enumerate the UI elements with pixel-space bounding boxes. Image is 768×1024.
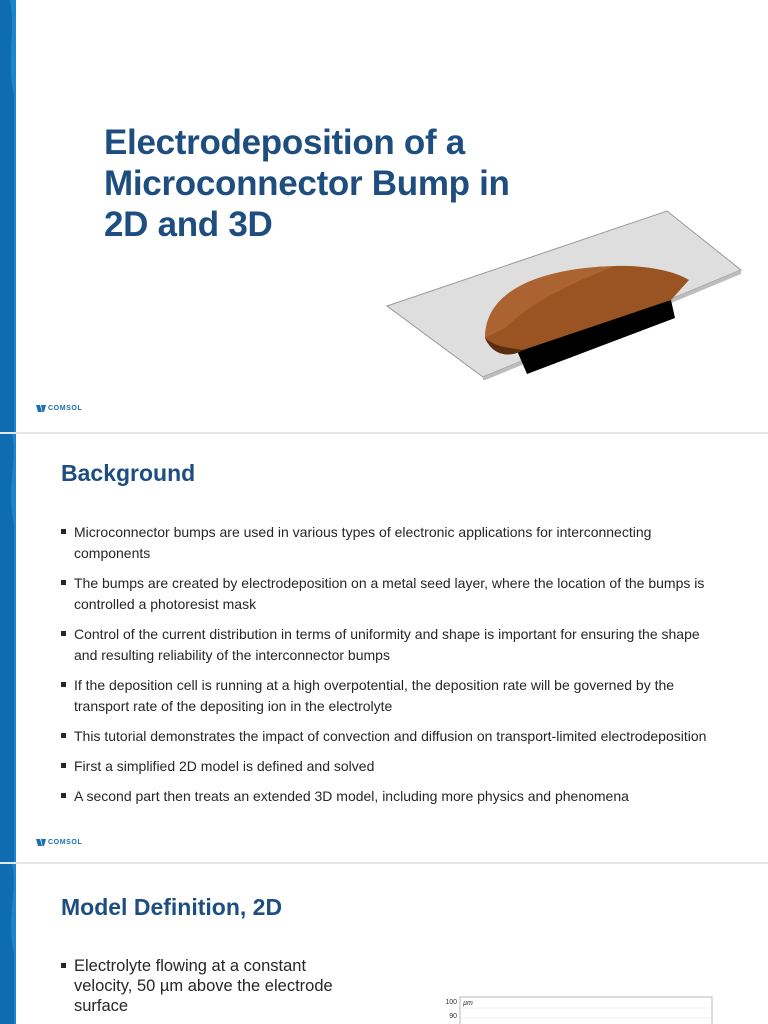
- bullet-item: Electrolyte flowing at a constant velocity, 50 µm above the electrode surface: [60, 956, 360, 1016]
- comsol-logo-icon: [36, 405, 46, 412]
- plot-tick-label: 100: [445, 999, 457, 1006]
- plot-unit-label: µm: [463, 1000, 473, 1007]
- logo-text: COMSOL: [48, 405, 83, 412]
- bullet-item: This tutorial demonstrates the impact of convection and diffusion on transport-limited electrodeposition: [60, 726, 720, 747]
- title-slide: [0, 0, 768, 432]
- bullet-item: Control of the current distribution in terms of uniformity and shape is important for ensuring the shape and resulting reliability of the interconnector bumps: [60, 624, 720, 666]
- stripe-wave-decoration: [0, 0, 18, 432]
- bullet-item: First a simplified 2D model is defined and solved: [60, 756, 720, 777]
- logo-text: COMSOL: [48, 839, 83, 846]
- bump-3d-image: [385, 208, 745, 380]
- comsol-logo: [36, 405, 82, 412]
- slide-heading: Model Definition, 2D: [61, 894, 283, 920]
- slide-heading: Background: [61, 460, 196, 486]
- geometry-plot: [440, 994, 730, 1024]
- background-slide: [0, 434, 768, 862]
- comsol-logo-icon: [36, 839, 46, 846]
- bullet-item: Microconnector bumps are used in various types of electronic applications for interconnecting components: [60, 522, 720, 564]
- bullet-item: A second part then treats an extended 3D model, including more physics and phenomena: [60, 786, 720, 807]
- model-definition-slide: [0, 864, 768, 1024]
- stripe-wave-decoration: [0, 434, 18, 862]
- bullet-list: [60, 522, 720, 816]
- bullet-item: The bumps are created by electrodeposition on a metal seed layer, where the location of the bumps is controlled a photoresist mask: [60, 573, 720, 615]
- bullet-item: If the deposition cell is running at a high overpotential, the deposition rate will be governed by the transport rate of the depositing ion in the electrolyte: [60, 675, 720, 717]
- plot-tick-label: 90: [449, 1013, 457, 1020]
- comsol-logo: [36, 839, 82, 846]
- slide-title: Electrodeposition of a Microconnector Bump in 2D and 3D: [104, 123, 510, 244]
- bullet-list: [60, 956, 360, 1024]
- stripe-wave-decoration: [0, 864, 18, 1024]
